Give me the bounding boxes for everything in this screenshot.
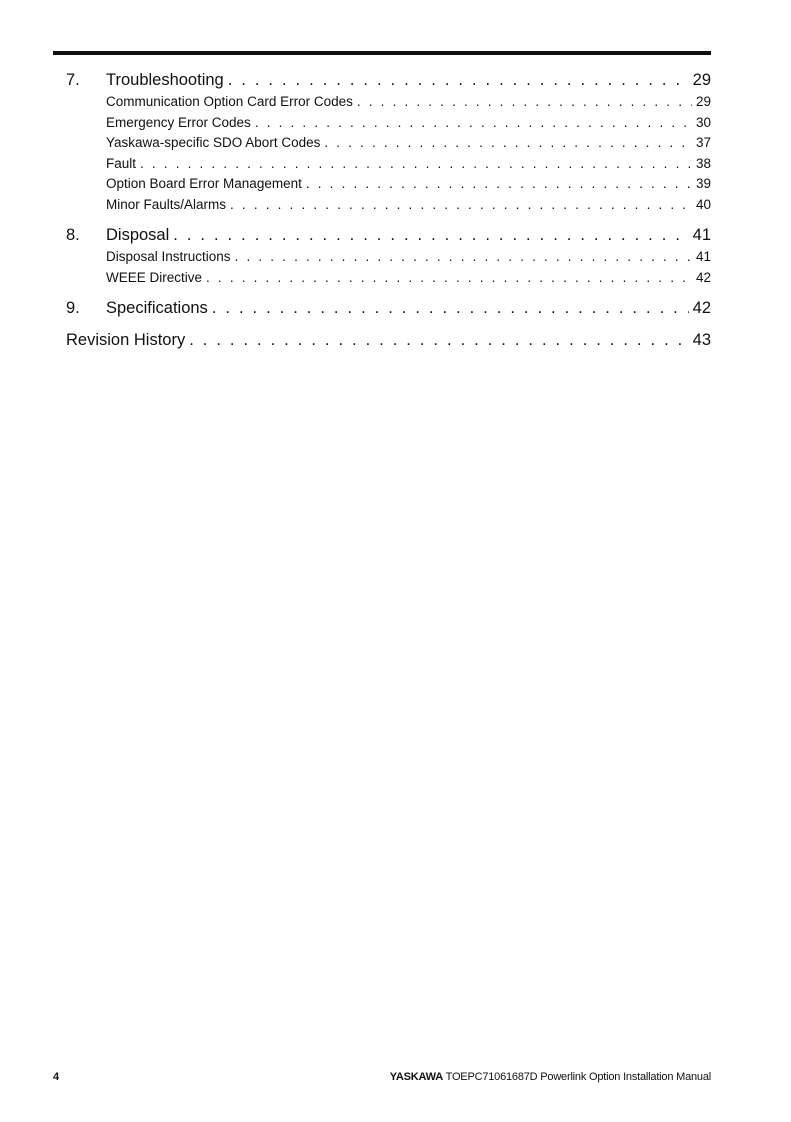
dot-leader [230,195,692,216]
dot-leader [255,113,692,134]
table-of-contents [66,68,711,352]
dot-leader [206,268,692,289]
chapter-title: Troubleshooting [106,71,224,89]
section-title: Disposal Instructions [106,249,231,264]
footer-page-number: 4 [53,1071,60,1083]
dot-leader [189,328,688,352]
dot-leader [306,174,692,195]
dot-leader [324,133,692,154]
section-title: Fault [106,155,137,171]
toc-revision-history[interactable] [66,328,711,352]
chapter-title: Disposal [106,226,170,244]
section-title: Minor Faults/Alarms [106,196,227,212]
toc-chapter-9[interactable] [66,296,711,320]
page-number: 42 [695,269,711,285]
section-title: Yaskawa-specific SDO Abort Codes [106,135,321,150]
spacer [66,215,711,223]
toc-chapter-7[interactable] [66,68,711,92]
page-number: 42 [692,299,711,317]
dot-leader [212,296,689,320]
dot-leader [357,92,692,113]
page-number: 40 [695,196,711,212]
footer-document-title [390,1071,711,1083]
toc-section[interactable] [66,92,711,113]
toc-section[interactable] [66,247,711,268]
page-number: 30 [695,114,711,130]
page-number: 29 [695,94,711,109]
toc-section[interactable] [66,195,711,216]
section-title: WEEE Directive [106,269,203,285]
dot-leader [235,247,692,268]
section-title: Emergency Error Codes [106,114,251,130]
spacer [66,320,711,328]
toc-section[interactable] [66,154,711,175]
toc-chapter-8[interactable] [66,223,711,247]
section-title: Communication Option Card Error Codes [106,94,353,109]
page-number: 38 [695,155,711,171]
chapter-number: 8. [66,226,80,244]
section-title: Option Board Error Management [106,176,302,191]
page-number: 43 [692,331,711,349]
chapter-number: 7. [66,71,80,89]
toc-section[interactable] [66,113,711,134]
page-number: 41 [695,249,711,264]
page-number: 29 [692,71,711,89]
header-rule [53,51,711,55]
page-number: 41 [692,226,711,244]
page-number: 37 [695,135,711,150]
chapter-number: 9. [66,299,80,317]
page-number: 39 [695,176,711,191]
dot-leader [140,154,692,175]
toc-section[interactable] [66,133,711,154]
spacer [66,288,711,296]
toc-section[interactable] [66,174,711,195]
footer-brand: YASKAWA [389,1071,443,1083]
toc-section[interactable] [66,268,711,289]
chapter-title: Revision History [66,331,186,349]
chapter-title: Specifications [106,299,208,317]
footer-manual-name: TOEPC71061687D Powerlink Option Installation Manual [445,1071,711,1083]
dot-leader [173,223,688,247]
dot-leader [228,68,689,92]
